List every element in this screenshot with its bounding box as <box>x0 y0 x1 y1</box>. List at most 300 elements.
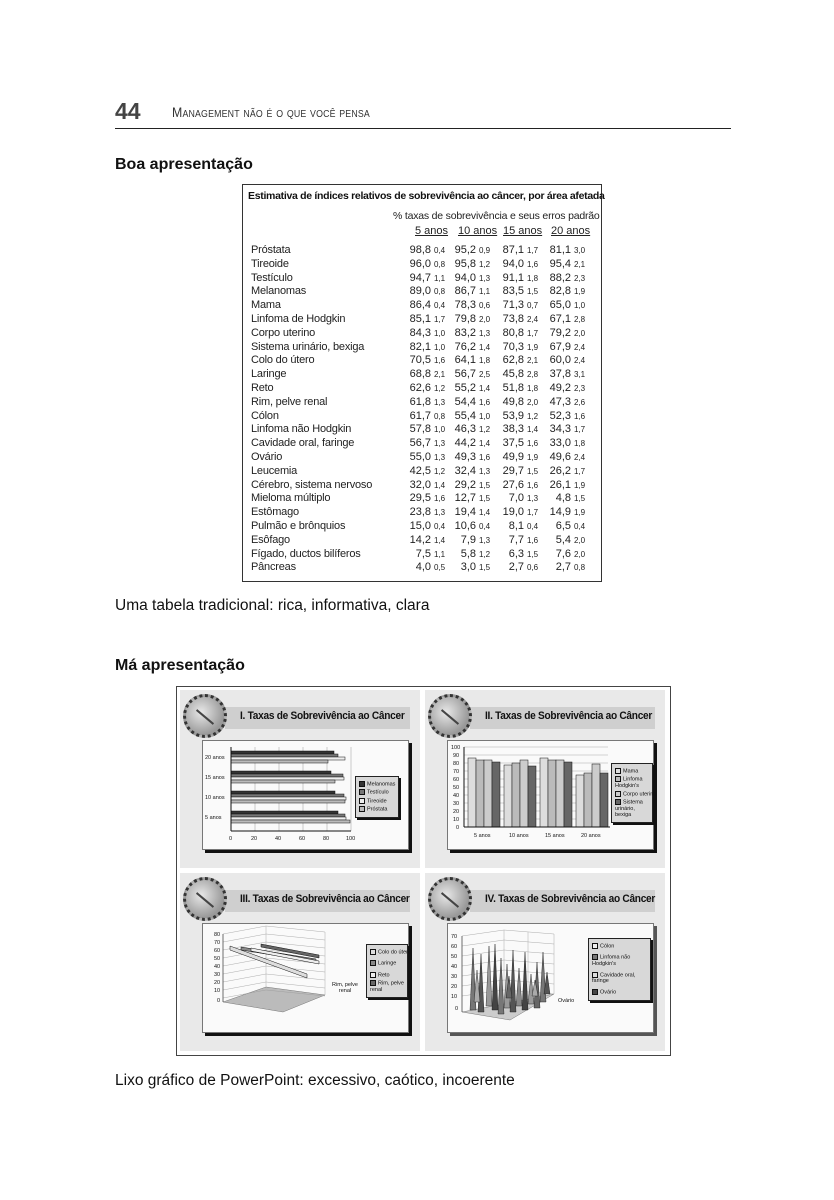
rate-value: 94,0 <box>454 271 476 284</box>
std-error: 1,0 <box>574 301 586 311</box>
site-name: Esôfago <box>251 533 290 546</box>
survival-cell <box>401 410 451 422</box>
survival-cell <box>401 341 451 353</box>
rate-value: 62,6 <box>409 381 431 394</box>
std-error: 3,1 <box>574 370 586 380</box>
std-error: 1,3 <box>479 535 491 545</box>
svg-text:60: 60 <box>451 944 458 950</box>
svg-text:10 anos: 10 anos <box>509 833 529 839</box>
rate-value: 95,8 <box>454 257 476 270</box>
survival-cell <box>401 354 451 366</box>
col-header: 10 anos <box>458 225 498 237</box>
table-row <box>251 244 596 258</box>
svg-text:30: 30 <box>214 972 221 978</box>
rate-value: 7,6 <box>555 547 571 560</box>
svg-text:30: 30 <box>453 801 460 807</box>
table-row <box>251 299 596 313</box>
table-row <box>251 423 596 437</box>
std-error: 1,7 <box>574 466 586 476</box>
site-name: Mieloma múltiplo <box>251 492 331 505</box>
running-header <box>115 98 731 129</box>
rate-value: 4,8 <box>555 492 571 505</box>
slide-title: I. Taxas de Sobrevivência ao Câncer <box>240 710 405 722</box>
rate-value: 49,9 <box>502 450 524 463</box>
survival-cell <box>401 299 451 311</box>
std-error: 1,6 <box>527 439 539 449</box>
svg-text:20 anos: 20 anos <box>581 833 601 839</box>
survival-cell <box>446 327 496 339</box>
std-error: 1,4 <box>479 508 491 518</box>
svg-text:60: 60 <box>214 948 221 954</box>
rate-value: 98,8 <box>409 244 431 256</box>
std-error: 1,0 <box>434 342 446 352</box>
survival-cell <box>446 396 496 408</box>
std-error: 1,5 <box>527 287 539 297</box>
survival-cell <box>401 396 451 408</box>
std-error: 2,0 <box>574 328 586 338</box>
std-error: 1,5 <box>479 563 491 573</box>
svg-text:10: 10 <box>451 994 458 1000</box>
rate-value: 49,3 <box>454 450 476 463</box>
rate-value: 80,8 <box>502 326 524 339</box>
rate-value: 19,4 <box>454 506 476 519</box>
std-error: 1,4 <box>434 535 446 545</box>
survival-cell <box>541 258 591 270</box>
std-error: 2,8 <box>527 370 539 380</box>
survival-cell <box>541 341 591 353</box>
chart-legend: Colo do útero Laringe Reto Rim, pelve renal <box>366 944 408 998</box>
site-name: Mama <box>251 299 281 312</box>
survival-cell <box>446 520 496 532</box>
rate-value: 81,1 <box>549 244 571 256</box>
site-name: Rim, pelve renal <box>251 395 328 408</box>
site-name: Fígado, ductos bilíferos <box>251 547 361 560</box>
rate-value: 54,4 <box>454 395 476 408</box>
rate-value: 62,8 <box>502 354 524 367</box>
std-error: 2,0 <box>479 314 491 324</box>
survival-cell <box>494 437 544 449</box>
site-name: Colo do útero <box>251 354 315 367</box>
svg-text:40: 40 <box>453 793 460 799</box>
std-error: 1,2 <box>479 549 491 559</box>
survival-cell <box>494 492 544 504</box>
svg-text:20: 20 <box>451 984 458 990</box>
survival-cell <box>494 479 544 491</box>
chart-legend: Melanomas Testículo Tireoide Próstata <box>355 776 399 818</box>
good-caption: Uma tabela tradicional: rica, informativa, clara <box>115 597 430 614</box>
svg-text:20 anos: 20 anos <box>205 755 225 761</box>
survival-cell <box>401 327 451 339</box>
std-error: 1,6 <box>434 356 446 366</box>
rate-value: 37,5 <box>502 437 524 450</box>
survival-cell <box>401 368 451 380</box>
std-error: 1,4 <box>479 439 491 449</box>
rate-value: 56,7 <box>454 368 476 381</box>
clipart-logo-icon <box>428 877 472 921</box>
rate-value: 60,0 <box>549 354 571 367</box>
survival-cell <box>494 548 544 560</box>
chart-legend: Mama Linfoma Hodgkin's Corpo uterino Sistema urinário, bexiga <box>611 763 653 823</box>
hbar-chart <box>202 740 409 850</box>
rate-value: 56,7 <box>409 437 431 450</box>
survival-cell <box>401 492 451 504</box>
svg-text:70: 70 <box>453 769 460 775</box>
std-error: 1,9 <box>574 480 586 490</box>
rate-value: 32,0 <box>409 478 431 491</box>
survival-cell <box>446 451 496 463</box>
std-error: 1,5 <box>527 466 539 476</box>
svg-text:0: 0 <box>217 998 221 1004</box>
survival-cell <box>494 534 544 546</box>
table-row <box>251 354 596 368</box>
std-error: 1,3 <box>527 494 539 504</box>
survival-cell <box>541 327 591 339</box>
survival-cell <box>446 313 496 325</box>
svg-text:50: 50 <box>451 954 458 960</box>
rate-value: 6,5 <box>555 519 571 532</box>
svg-text:5 anos: 5 anos <box>474 833 491 839</box>
survival-cell <box>401 548 451 560</box>
rate-value: 78,3 <box>454 299 476 312</box>
rate-value: 65,0 <box>549 299 571 312</box>
powerpoint-slide-grid <box>176 686 671 1056</box>
std-error: 1,3 <box>434 452 446 462</box>
svg-text:0: 0 <box>455 1006 459 1012</box>
std-error: 0,6 <box>479 301 491 311</box>
rate-value: 55,0 <box>409 450 431 463</box>
table-row <box>251 410 596 424</box>
survival-cell <box>494 341 544 353</box>
survival-cell <box>401 244 451 256</box>
rate-value: 38,3 <box>502 423 524 436</box>
rate-value: 86,4 <box>409 299 431 312</box>
survival-cell <box>401 506 451 518</box>
survival-cell <box>401 382 451 394</box>
rate-value: 95,2 <box>454 244 476 256</box>
std-error: 2,4 <box>574 342 586 352</box>
site-name: Pulmão e brônquios <box>251 519 346 532</box>
std-error: 1,9 <box>527 342 539 352</box>
survival-cell <box>446 506 496 518</box>
std-error: 0,4 <box>434 521 446 531</box>
table-row <box>251 341 596 355</box>
survival-cell <box>446 341 496 353</box>
svg-text:40: 40 <box>214 964 221 970</box>
rate-value: 61,7 <box>409 409 431 422</box>
survival-cell <box>541 423 591 435</box>
survival-cell <box>494 561 544 573</box>
site-name: Cérebro, sistema nervoso <box>251 478 373 491</box>
depth-axis-label: Rim, pelve renal <box>332 982 358 994</box>
site-name: Linfoma não Hodgkin <box>251 423 352 436</box>
rate-value: 82,1 <box>409 340 431 353</box>
std-error: 1,8 <box>527 273 539 283</box>
survival-cell <box>541 548 591 560</box>
table-row <box>251 437 596 451</box>
std-error: 1,6 <box>527 480 539 490</box>
survival-cell <box>494 327 544 339</box>
svg-text:15 anos: 15 anos <box>545 833 565 839</box>
std-error: 2,0 <box>527 397 539 407</box>
std-error: 1,6 <box>479 452 491 462</box>
site-name: Reto <box>251 381 274 394</box>
std-error: 1,9 <box>574 508 586 518</box>
table-row <box>251 451 596 465</box>
std-error: 1,0 <box>479 411 491 421</box>
svg-text:60: 60 <box>299 836 306 842</box>
std-error: 1,3 <box>434 439 446 449</box>
survival-cell <box>541 272 591 284</box>
rate-value: 55,4 <box>454 409 476 422</box>
survival-cell <box>494 368 544 380</box>
survival-cell <box>446 285 496 297</box>
table-row <box>251 313 596 327</box>
svg-text:20: 20 <box>453 809 460 815</box>
bad-heading: Má apresentação <box>115 657 245 674</box>
std-error: 1,6 <box>527 259 539 269</box>
rate-value: 67,1 <box>549 312 571 325</box>
rate-value: 94,0 <box>502 257 524 270</box>
table-row <box>251 479 596 493</box>
survival-cell <box>541 354 591 366</box>
rate-value: 46,3 <box>454 423 476 436</box>
std-error: 1,8 <box>479 356 491 366</box>
svg-text:70: 70 <box>451 934 458 940</box>
std-error: 0,8 <box>434 411 446 421</box>
survival-cell <box>541 479 591 491</box>
rate-value: 95,4 <box>549 257 571 270</box>
rate-value: 3,0 <box>460 561 476 574</box>
std-error: 1,0 <box>434 328 446 338</box>
std-error: 1,8 <box>527 383 539 393</box>
rate-value: 96,0 <box>409 257 431 270</box>
rate-value: 7,0 <box>508 492 524 505</box>
rate-value: 2,7 <box>555 561 571 574</box>
table-subtitle: % taxas de sobrevivência e seus erros padrão <box>393 210 600 222</box>
bad-caption: Lixo gráfico de PowerPoint: excessivo, caótico, incoerente <box>115 1072 515 1089</box>
survival-cell <box>446 368 496 380</box>
slide-3 <box>180 873 420 1051</box>
rate-value: 4,0 <box>415 561 431 574</box>
survival-table <box>242 184 605 582</box>
survival-cell <box>494 382 544 394</box>
std-error: 1,5 <box>479 494 491 504</box>
svg-text:10 anos: 10 anos <box>205 795 225 801</box>
survival-cell <box>541 382 591 394</box>
survival-cell <box>541 451 591 463</box>
survival-cell <box>401 465 451 477</box>
site-name: Pâncreas <box>251 561 296 574</box>
std-error: 0,9 <box>479 246 491 255</box>
rate-value: 70,3 <box>502 340 524 353</box>
rate-value: 45,8 <box>502 368 524 381</box>
rate-value: 51,8 <box>502 381 524 394</box>
survival-cell <box>541 492 591 504</box>
rate-value: 2,7 <box>508 561 524 574</box>
std-error: 1,6 <box>574 411 586 421</box>
survival-cell <box>494 299 544 311</box>
std-error: 0,4 <box>479 521 491 531</box>
std-error: 1,5 <box>574 494 586 504</box>
slide-4 <box>425 873 665 1051</box>
rate-value: 89,0 <box>409 285 431 298</box>
std-error: 0,4 <box>574 521 586 531</box>
table-row <box>251 548 596 562</box>
rate-value: 87,1 <box>502 244 524 256</box>
rate-value: 42,5 <box>409 464 431 477</box>
svg-text:50: 50 <box>214 956 221 962</box>
survival-cell <box>494 410 544 422</box>
chart-legend: Cólon Linfoma não Hodgkin's Cavidade oral, faringe Ovário <box>588 938 651 1001</box>
survival-cell <box>541 561 591 573</box>
rate-value: 23,8 <box>409 506 431 519</box>
site-name: Próstata <box>251 244 291 256</box>
rate-value: 83,2 <box>454 326 476 339</box>
std-error: 1,9 <box>574 287 586 297</box>
site-name: Sistema urinário, bexiga <box>251 340 365 353</box>
std-error: 1,7 <box>527 328 539 338</box>
site-name: Testículo <box>251 271 293 284</box>
site-name: Cavidade oral, faringe <box>251 437 355 450</box>
survival-cell <box>541 534 591 546</box>
survival-cell <box>494 285 544 297</box>
slide-1 <box>180 690 420 868</box>
survival-cell <box>401 285 451 297</box>
rate-value: 26,2 <box>549 464 571 477</box>
std-error: 1,3 <box>434 508 446 518</box>
rate-value: 29,7 <box>502 464 524 477</box>
table-row <box>251 382 596 396</box>
col-header: 5 anos <box>415 225 449 237</box>
std-error: 2,1 <box>434 370 446 380</box>
clipart-logo-icon <box>428 694 472 738</box>
svg-text:0: 0 <box>456 825 460 831</box>
rate-value: 14,9 <box>549 506 571 519</box>
svg-text:50: 50 <box>453 785 460 791</box>
survival-cell <box>446 299 496 311</box>
svg-text:20: 20 <box>251 836 258 842</box>
survival-cell <box>541 506 591 518</box>
site-name: Melanomas <box>251 285 307 298</box>
survival-cell <box>541 244 591 256</box>
site-name: Estômago <box>251 506 299 519</box>
std-error: 1,4 <box>434 480 446 490</box>
survival-cell <box>446 382 496 394</box>
std-error: 2,3 <box>574 383 586 393</box>
table-row <box>251 506 596 520</box>
rate-value: 5,4 <box>555 533 571 546</box>
rate-value: 82,8 <box>549 285 571 298</box>
std-error: 1,7 <box>434 314 446 324</box>
survival-cell <box>446 437 496 449</box>
rate-value: 49,6 <box>549 450 571 463</box>
std-error: 1,6 <box>434 494 446 504</box>
std-error: 1,1 <box>434 273 446 283</box>
survival-cell <box>541 465 591 477</box>
survival-cell <box>446 534 496 546</box>
survival-cell <box>401 451 451 463</box>
survival-cell <box>541 520 591 532</box>
std-error: 2,4 <box>527 314 539 324</box>
survival-cell <box>401 561 451 573</box>
site-name: Laringe <box>251 368 287 381</box>
rate-value: 57,8 <box>409 423 431 436</box>
std-error: 1,1 <box>434 549 446 559</box>
std-error: 1,4 <box>479 342 491 352</box>
std-error: 1,3 <box>479 466 491 476</box>
survival-cell <box>494 354 544 366</box>
std-error: 2,0 <box>574 535 586 545</box>
good-heading: Boa apresentação <box>115 156 253 173</box>
std-error: 1,5 <box>527 549 539 559</box>
svg-text:5 anos: 5 anos <box>205 815 222 821</box>
survival-cell <box>446 465 496 477</box>
page-number: 44 <box>115 98 141 124</box>
survival-cell <box>446 258 496 270</box>
survival-cell <box>494 451 544 463</box>
survival-cell <box>494 272 544 284</box>
rate-value: 5,8 <box>460 547 476 560</box>
std-error: 0,8 <box>574 563 586 573</box>
survival-cell <box>401 479 451 491</box>
rate-value: 83,5 <box>502 285 524 298</box>
table-row <box>251 520 596 534</box>
survival-cell <box>494 423 544 435</box>
rate-value: 68,8 <box>409 368 431 381</box>
survival-cell <box>446 479 496 491</box>
std-error: 1,7 <box>527 246 539 255</box>
3d-column-chart <box>447 923 654 1033</box>
std-error: 1,6 <box>527 535 539 545</box>
survival-cell <box>541 313 591 325</box>
col-header: 15 anos <box>503 225 543 237</box>
std-error: 1,4 <box>527 425 539 435</box>
survival-cell <box>541 437 591 449</box>
survival-cell <box>541 410 591 422</box>
table-row <box>251 561 596 575</box>
rate-value: 53,9 <box>502 409 524 422</box>
svg-text:80: 80 <box>214 932 221 938</box>
depth-axis-label: Ovário <box>558 998 575 1004</box>
3d-line-chart <box>202 923 412 1033</box>
svg-text:80: 80 <box>323 836 330 842</box>
std-error: 1,6 <box>479 397 491 407</box>
survival-cell <box>541 368 591 380</box>
survival-cell <box>446 410 496 422</box>
slide-title: III. Taxas de Sobrevivência ao Câncer <box>240 893 410 905</box>
rate-value: 44,2 <box>454 437 476 450</box>
rate-value: 15,0 <box>409 519 431 532</box>
survival-cell <box>446 423 496 435</box>
survival-cell <box>401 437 451 449</box>
svg-text:40: 40 <box>451 964 458 970</box>
survival-cell <box>446 561 496 573</box>
slide-title: II. Taxas de Sobrevivência ao Câncer <box>485 710 653 722</box>
std-error: 1,9 <box>527 452 539 462</box>
std-error: 1,3 <box>479 328 491 338</box>
rate-value: 29,2 <box>454 478 476 491</box>
rate-value: 79,8 <box>454 312 476 325</box>
rate-value: 29,5 <box>409 492 431 505</box>
svg-text:10: 10 <box>453 817 460 823</box>
table-body <box>251 244 596 575</box>
survival-cell <box>494 396 544 408</box>
rate-value: 7,5 <box>415 547 431 560</box>
std-error: 1,1 <box>479 287 491 297</box>
rate-value: 71,3 <box>502 299 524 312</box>
survival-cell <box>446 244 496 256</box>
svg-text:0: 0 <box>229 836 233 842</box>
